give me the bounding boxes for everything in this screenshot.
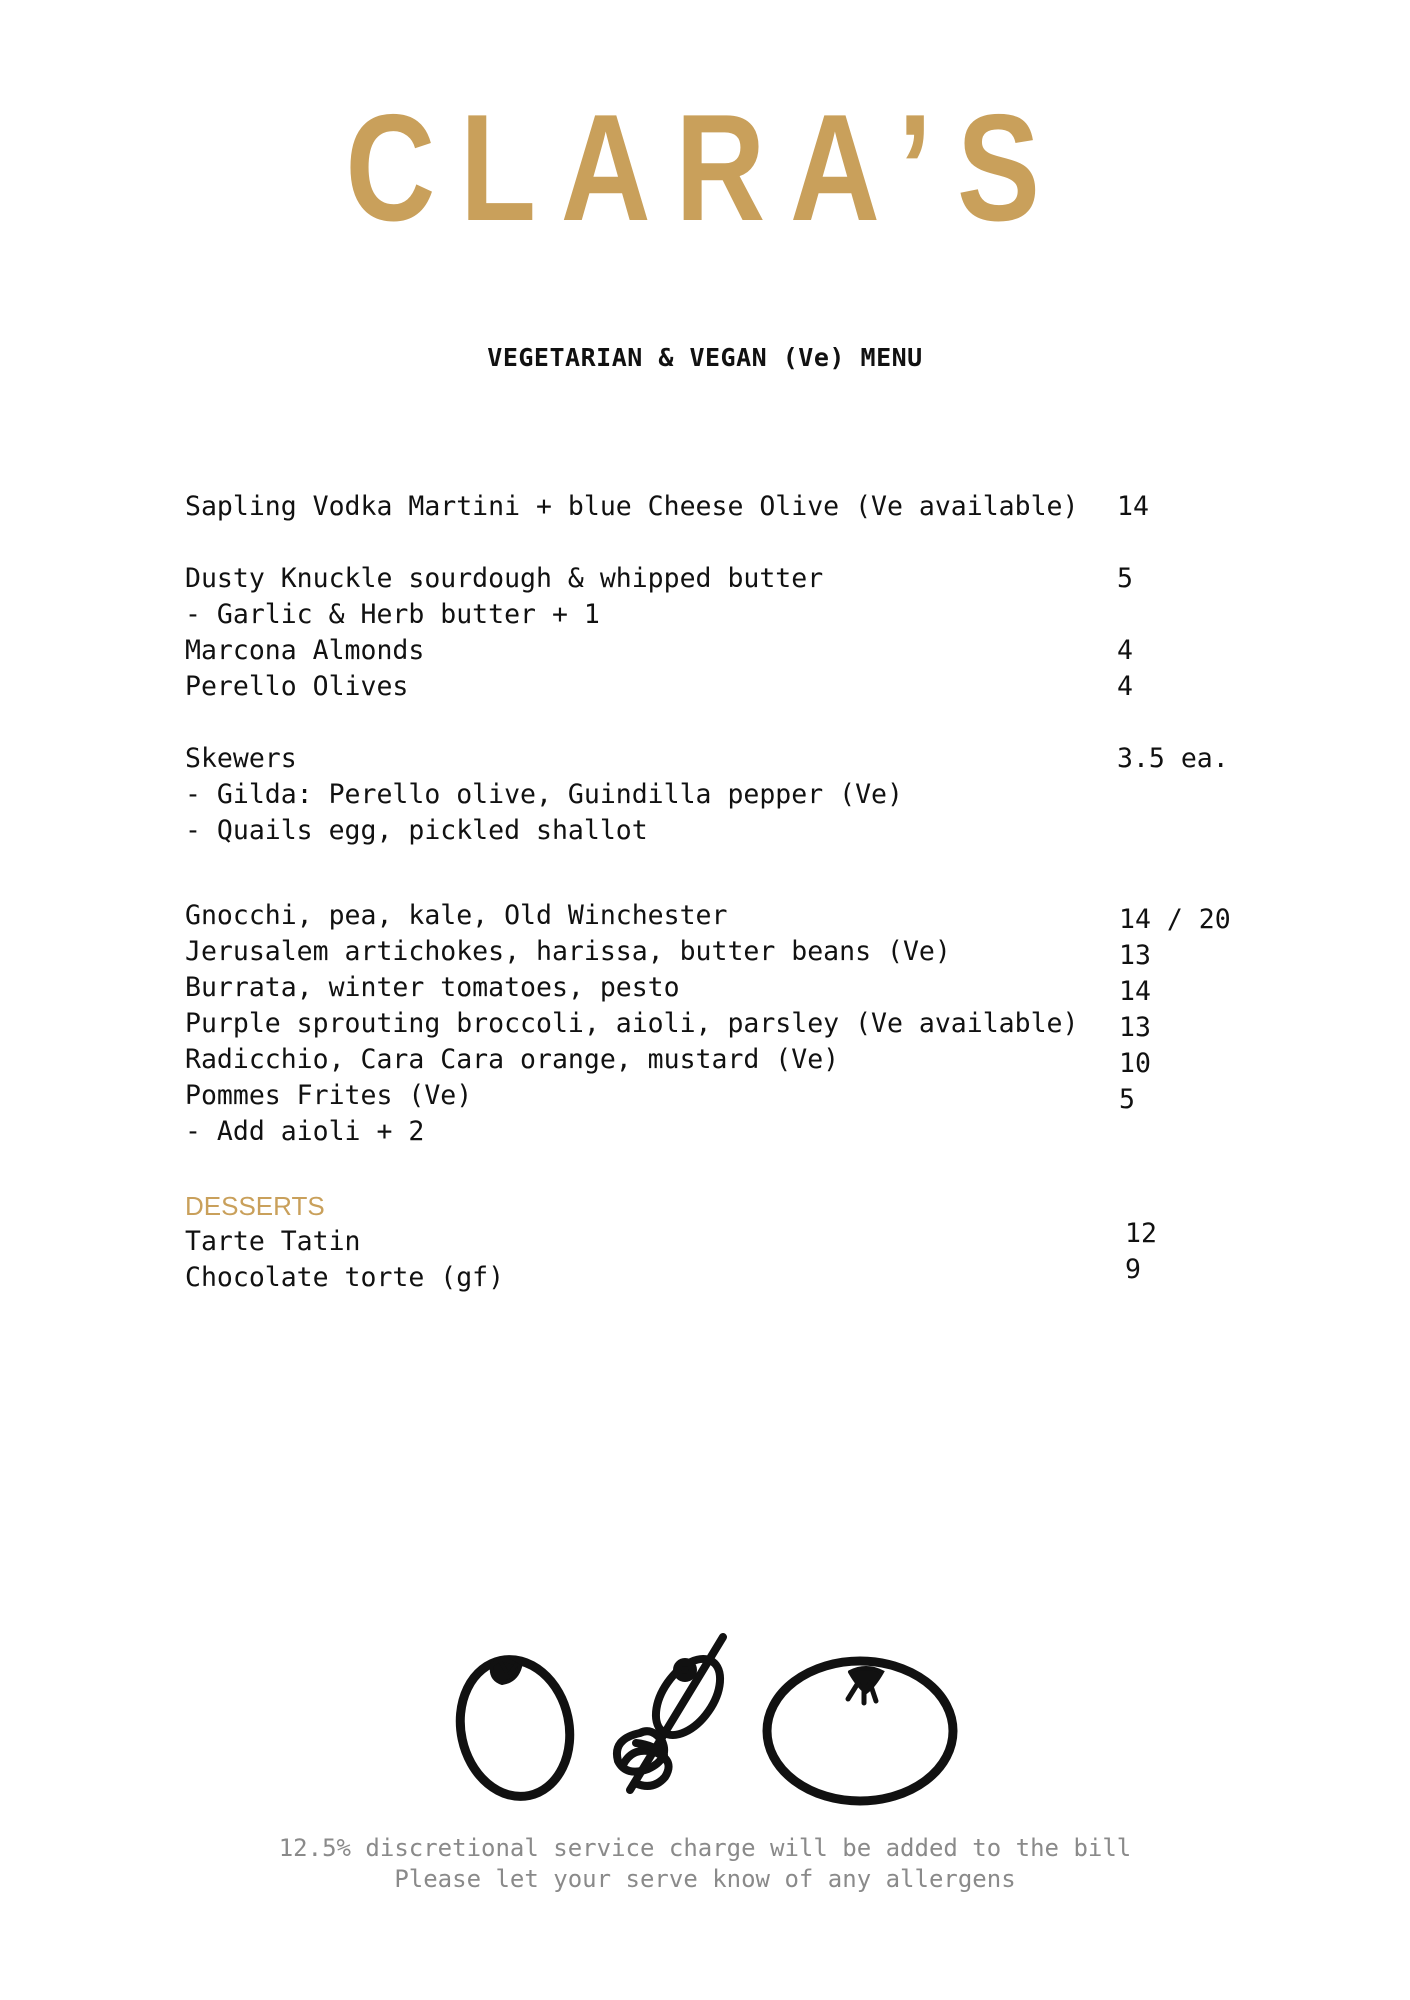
- menu-item-price: 4: [1117, 635, 1133, 666]
- skewer-icon: [617, 1637, 733, 1790]
- menu-item-name: Sapling Vodka Martini + blue Cheese Olive (Ve available): [185, 491, 1079, 522]
- menu-item-name: Jerusalem artichokes, harissa, butter beans (Ve): [185, 936, 951, 967]
- menu-item-name: Dusty Knuckle sourdough & whipped butter: [185, 563, 824, 594]
- menu-item-price: 13: [1119, 940, 1151, 971]
- menu-item-price: 13: [1119, 1012, 1151, 1043]
- menu-item-name: Radicchio, Cara Cara orange, mustard (Ve): [185, 1044, 840, 1075]
- menu-item-name: Skewers: [185, 743, 297, 774]
- menu-item-price: 4: [1117, 671, 1133, 702]
- menu-item-name: Burrata, winter tomatoes, pesto: [185, 972, 680, 1003]
- menu-item-name: Purple sprouting broccoli, aioli, parsley (Ve available): [185, 1008, 1079, 1039]
- dessert-item-name: Tarte Tatin: [185, 1226, 361, 1257]
- restaurant-logo: CLARA’S: [345, 83, 1065, 253]
- menu-item-price: 14: [1119, 976, 1151, 1007]
- tomato-icon: [767, 1661, 953, 1801]
- menu-item-price: 5: [1117, 563, 1133, 594]
- dessert-item-price: 12: [1125, 1218, 1157, 1249]
- menu-item-name: Perello Olives: [185, 671, 409, 702]
- service-charge-note: 12.5% discretional service charge will be added to the bill: [278, 1834, 1132, 1862]
- menu-item-name: Marcona Almonds: [185, 635, 425, 666]
- menu-item-price: 14 / 20: [1119, 904, 1231, 935]
- olive-icon: [448, 1649, 582, 1806]
- menu-title: VEGETARIAN & VEGAN (Ve) MENU: [487, 343, 923, 372]
- menu-item-price: 3.5 ea.: [1117, 743, 1229, 774]
- menu-item-price: 14: [1117, 491, 1149, 522]
- menu-item-name: - Garlic & Herb butter + 1: [185, 599, 600, 630]
- menu-item-name: Pommes Frites (Ve): [185, 1080, 473, 1111]
- menu-item-name: - Quails egg, pickled shallot: [185, 815, 648, 846]
- menu-item-price: 5: [1119, 1084, 1135, 1115]
- dessert-item-price: 9: [1125, 1254, 1141, 1285]
- menu-item-name: - Gilda: Perello olive, Guindilla pepper (Ve): [185, 779, 903, 810]
- menu-item-name: - Add aioli + 2: [185, 1116, 425, 1147]
- allergen-note: Please let your serve know of any allergens: [394, 1865, 1016, 1893]
- food-illustration: [440, 1625, 980, 1825]
- menu-item-price: 10: [1119, 1048, 1151, 1079]
- menu-item-name: Gnocchi, pea, kale, Old Winchester: [185, 900, 728, 931]
- dessert-item-name: Chocolate torte (gf): [185, 1262, 505, 1293]
- desserts-heading: DESSERTS: [185, 1191, 325, 1221]
